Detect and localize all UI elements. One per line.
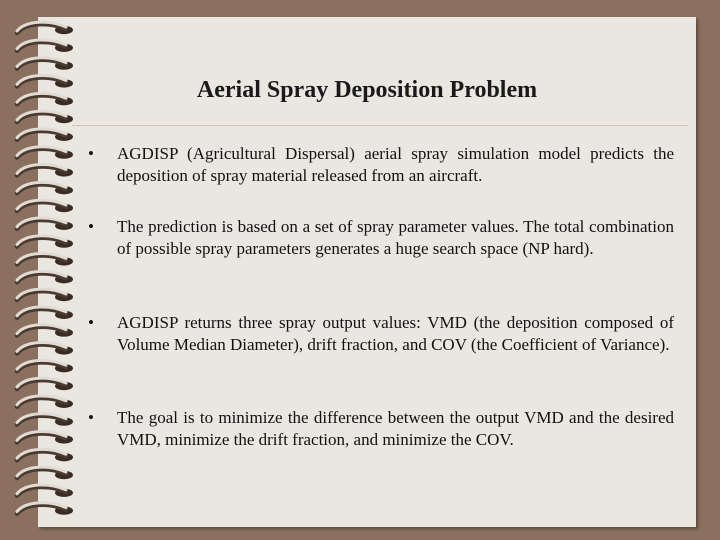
slide-title: Aerial Spray Deposition Problem [196,77,538,103]
binding-ring-icon [17,271,73,283]
binding-ring-icon [17,414,73,426]
binding-ring-icon [17,40,73,52]
binding-ring-icon [17,485,73,497]
binding-ring-icon [17,236,73,248]
binding-ring-icon [17,378,73,390]
bullet-dot-icon: • [88,217,94,236]
bullet-dot-icon: • [88,408,94,427]
binding-ring-icon [17,200,73,212]
binding-ring-icon [17,289,73,301]
bullet-item [88,312,674,355]
binding-ring-icon [17,254,73,266]
binding-ring-icon [17,503,73,515]
bullet-item [88,143,674,186]
bullet-dot-icon: • [88,313,94,332]
bullet-item [88,407,674,450]
binding-ring-icon [17,129,73,141]
title-divider [72,125,688,126]
binding-ring-icon [17,360,73,372]
binding-ring-icon [17,76,73,88]
bullet-item [88,216,674,259]
bullet-text: AGDISP (Agricultural Dispersal) aerial spray simulation model predicts the deposition of spray material released from an aircraft. [117,144,674,185]
binding-ring-icon [17,307,73,319]
binding-ring-icon [17,343,73,355]
binding-ring-icon [17,449,73,461]
binding-ring-icon [17,467,73,479]
binding-ring-icon [17,147,73,159]
binding-ring-icon [17,182,73,194]
spiral-binding-icon [0,0,100,540]
binding-ring-icon [17,396,73,408]
binding-ring-icon [17,432,73,444]
binding-ring-icon [17,218,73,230]
slide-page [38,17,696,527]
binding-ring-icon [17,325,73,337]
binding-ring-icon [17,58,73,70]
bullet-text: The goal is to minimize the difference between the output VMD and the desired VMD, minimize the drift fraction, and minimize the COV. [117,408,674,449]
binding-ring-icon [17,22,73,34]
bullet-text: The prediction is based on a set of spray parameter values. The total combination of possible spray parameters generates a huge search space (NP hard). [117,217,674,258]
binding-ring-icon [17,165,73,177]
binding-ring-icon [17,93,73,105]
bullet-text: AGDISP returns three spray output values: VMD (the deposition composed of Volume Median Diameter), drift fraction, and COV (the Coefficient of Variance). [117,313,674,354]
binding-ring-icon [17,111,73,123]
bullet-dot-icon: • [88,144,94,163]
